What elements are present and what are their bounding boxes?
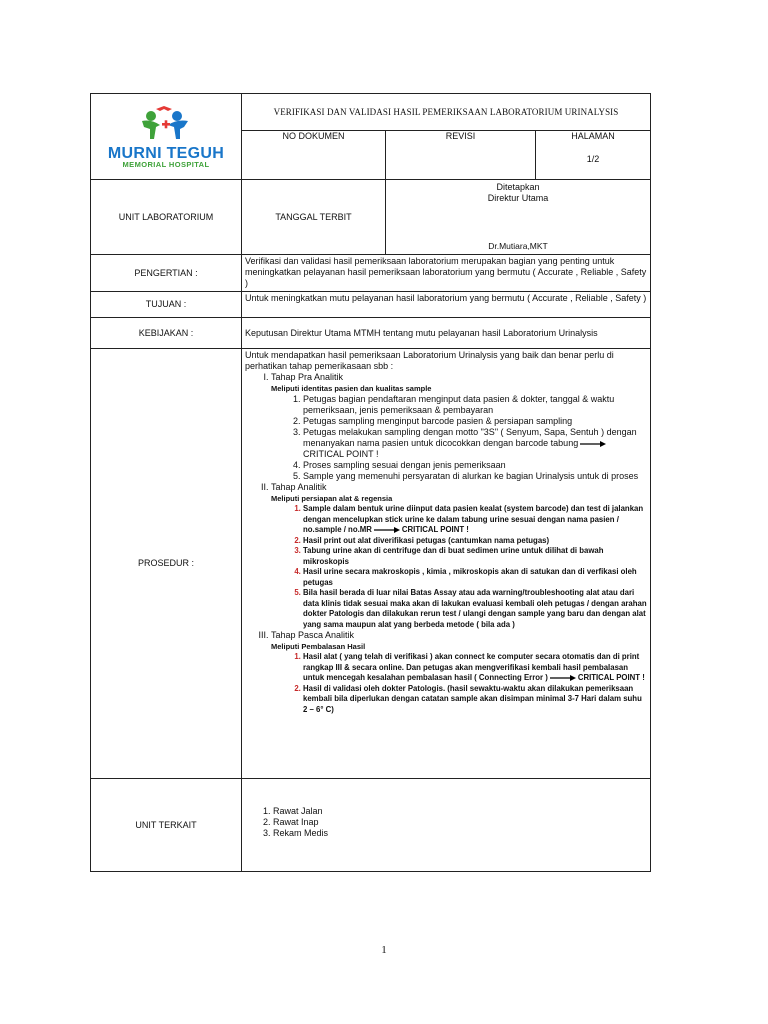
pra-step: 1. Petugas bagian pendaftaran menginput data pasien & dokter, tanggal & waktu pemeriksaan, jenis pemeriksaan & pembayaran: [303, 394, 647, 416]
signer-name: Dr.Mutiara,MKT: [488, 241, 548, 251]
logo-figures-icon: [134, 103, 198, 143]
list-item: 2. Rawat Inap: [273, 817, 647, 828]
analitik-step: 2. Hasil print out alat diverifikasi petugas (cantumkan nama petugas): [303, 536, 647, 547]
halaman-label: HALAMAN: [571, 131, 615, 141]
tujuan-text: Untuk meningkatkan mutu pelayanan hasil laboratorium yang bermutu ( Accurate , Reliable , Safety ): [242, 292, 651, 318]
stage-analitik-subtitle: Meliputi persiapan alat & regensia: [271, 494, 393, 503]
pra-steps: [271, 394, 647, 482]
stage-analitik-title: Tahap Analitik: [271, 482, 327, 492]
unit-laboratorium: UNIT LABORATORIUM: [91, 180, 242, 255]
stage-pra-title: Tahap Pra Analitik: [271, 372, 344, 382]
analitik-step: [303, 504, 647, 536]
pasca-steps: [271, 652, 647, 715]
unit-terkait-label: UNIT TERKAIT: [91, 779, 242, 872]
logo-name: MURNI TEGUH: [107, 145, 225, 162]
critical-point-label: CRITICAL POINT !: [303, 449, 379, 459]
analitik-step: 3. Tabung urine akan di centrifuge dan di buat sedimen urine untuk dilihat di bawah mikroskopis: [303, 546, 647, 567]
hospital-logo: [91, 94, 242, 180]
pengertian-label: PENGERTIAN :: [91, 255, 242, 292]
document-title: VERIFIKASI DAN VALIDASI HASIL PEMERIKSAAN LABORATORIUM URINALYSIS: [242, 94, 651, 131]
list-item: 3. Rekam Medis: [273, 828, 647, 839]
pra-step: 5. Sample yang memenuhi persyaratan di alurkan ke bagian Urinalysis untuk di proses: [303, 471, 647, 482]
pasca-step-1-text: Hasil alat ( yang telah di verifikasi ) akan connect ke computer secara otomatis dan di print rangkap III & secara online. Dan petugas akan mengverifikasi kembali hasil pembalasan untuk mencegah kesalahan pembalasan hasil ( Connecting Error ): [303, 652, 640, 682]
no-dokumen-label: NO DOKUMEN: [282, 131, 345, 141]
revisi-cell: [386, 131, 536, 180]
halaman-value: 1/2: [586, 154, 600, 164]
pasca-step: [303, 652, 647, 684]
analitik-steps: [271, 504, 647, 630]
critical-point-label: CRITICAL POINT !: [401, 525, 469, 534]
pra-step-3-text: Petugas melakukan sampling dengan motto "3S" ( Senyum, Sapa, Sentuh ) dengan menanyakan nama pasien untuk dicocokkan dengan barcode tabung: [303, 427, 637, 448]
prosedur-label: PROSEDUR :: [91, 349, 242, 779]
arrow-right-icon: [580, 441, 606, 447]
pengertian-text: Verifikasi dan validasi hasil pemeriksaan laboratorium merupakan bagian yang penting untuk meningkatkan pelayanan hasil pemeriksaan laboratorium yang bermutu ( Accurate , Reliable , Safety ): [242, 255, 651, 292]
prosedur-stages: [245, 372, 647, 715]
list-item: 1. Rawat Jalan: [273, 806, 647, 817]
critical-point-label: CRITICAL POINT !: [577, 673, 645, 682]
ditetapkan-label: Ditetapkan: [496, 182, 540, 192]
no-dokumen-cell: [242, 131, 386, 180]
tanggal-terbit: TANGGAL TERBIT: [242, 180, 386, 255]
pra-step: 2. Petugas sampling menginput barcode pasien & persiapan sampling: [303, 416, 647, 427]
stage-pra-subtitle: Meliputi identitas pasien dan kualitas sample: [271, 384, 432, 393]
unit-terkait-list: [245, 806, 647, 839]
logo-subtitle: MEMORIAL HOSPITAL: [122, 160, 210, 169]
pra-step: 4. Proses sampling sesuai dengan jenis pemeriksaan: [303, 460, 647, 471]
arrow-right-icon: [550, 675, 576, 681]
stage-pasca-subtitle: Meliputi Pembalasan Hasil: [271, 642, 366, 651]
page-number: 1: [381, 944, 387, 956]
analitik-step-1-text: Sample dalam bentuk urine diinput data pasien kealat (system barcode) dan test di jalankan dengan mencelupkan stick urine ke dalam tabung urine sesuai dengan nama pasien / no.sample / no.MR: [303, 504, 644, 534]
stage-pra-analitik: [271, 372, 647, 482]
prosedur-intro: Untuk mendapatkan hasil pemeriksaan Laboratorium Urinalysis yang baik dan benar perlu di perhatikan tahap pemerikasaan sbb :: [245, 350, 614, 371]
tujuan-label: TUJUAN :: [91, 292, 242, 318]
halaman-cell: [536, 131, 651, 180]
kebijakan-text: Keputusan Direktur Utama MTMH tentang mutu pelayanan hasil Laboratorium Urinalysis: [242, 318, 651, 349]
stage-pasca-analitik: [271, 630, 647, 715]
revisi-label: REVISI: [445, 131, 476, 141]
stage-analitik: [271, 482, 647, 630]
unit-terkait-content: [242, 779, 651, 872]
direktur-label: Direktur Utama: [487, 193, 549, 203]
arrow-right-icon: [374, 527, 400, 533]
analitik-step: 5. Bila hasil berada di luar nilai Batas Assay atau ada warning/troubleshooting alat atau dari data klinis tidak sesuai maka akan di lakukan evaluasi kembali oleh petugas / dengan arahan dokter Patologis dan dilakukan rerun test / ulangi dengan sample yang baru dan dengan alat yang sama maupun alat yang berbeda metode ( bila ada ): [303, 588, 647, 630]
ditetapkan-cell: [386, 180, 651, 255]
analitik-step: 4. Hasil urine secara makroskopis , kimia , mikroskopis akan di satukan dan di verfikasi oleh petugas: [303, 567, 647, 588]
pasca-step: 2. Hasil di validasi oleh dokter Patologis. (hasil sewaktu-waktu akan dilakukan pemeriksaan kembali bila diperlukan dengan catatan sample akan disimpan minimal 3-7 Hari dalam suhu 2 – 6° C): [303, 684, 647, 716]
stage-pasca-title: Tahap Pasca Analitik: [271, 630, 355, 640]
pra-step: [303, 427, 647, 460]
sop-document-table: [90, 93, 651, 872]
kebijakan-label: KEBIJAKAN :: [91, 318, 242, 349]
prosedur-content: [242, 349, 651, 779]
